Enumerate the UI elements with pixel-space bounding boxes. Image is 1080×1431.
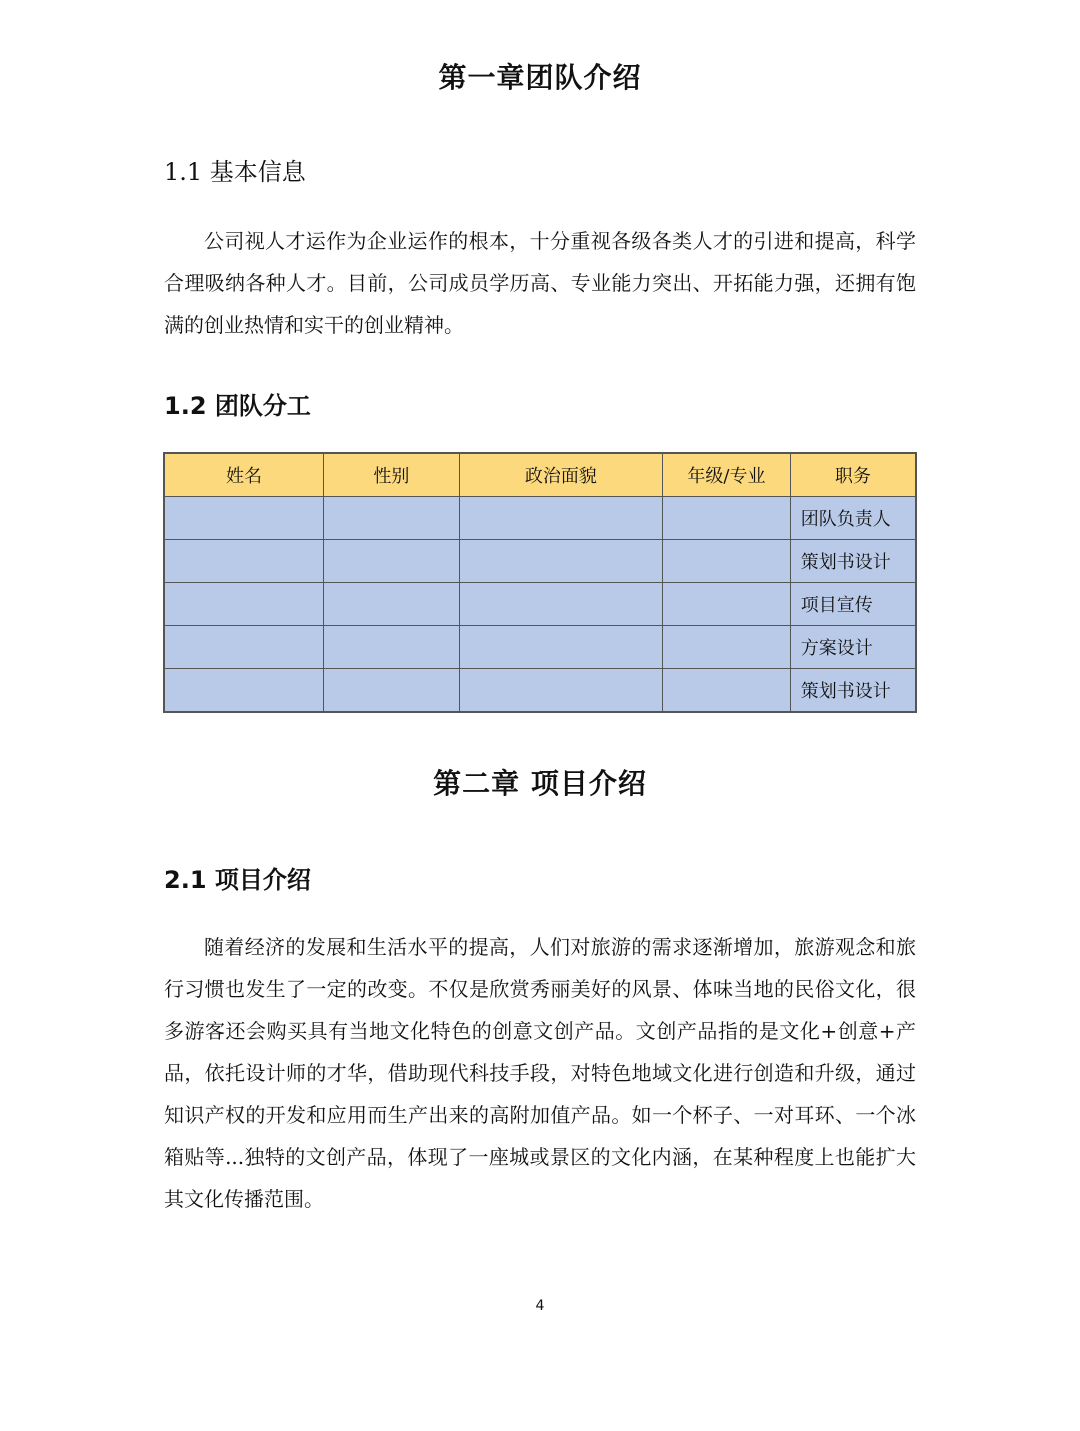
section-1-1-heading: 1.1 基本信息 xyxy=(164,158,306,186)
cell-position: 策划书设计 xyxy=(790,669,916,713)
cell-political-status xyxy=(459,669,662,713)
chapter-1-title: 第一章团队介绍 xyxy=(438,61,642,94)
page-number: 4 xyxy=(535,1298,545,1314)
table-row xyxy=(164,626,916,669)
cell-political-status xyxy=(459,583,662,626)
cell-gender xyxy=(324,626,460,669)
cell-grade-major xyxy=(663,669,791,713)
cell-name xyxy=(164,583,324,626)
cell-grade-major xyxy=(663,540,791,583)
team-division-table xyxy=(163,452,917,713)
cell-name xyxy=(164,669,324,713)
cell-political-status xyxy=(459,540,662,583)
header-name: 姓名 xyxy=(164,453,324,497)
table-row xyxy=(164,497,916,540)
chapter-2-title: 第二章 项目介绍 xyxy=(433,767,647,800)
cell-gender xyxy=(324,497,460,540)
cell-name xyxy=(164,540,324,583)
section-2-1-heading: 2.1 项目介绍 xyxy=(164,866,311,894)
cell-gender xyxy=(324,540,460,583)
table-row xyxy=(164,669,916,713)
cell-position: 方案设计 xyxy=(790,626,916,669)
cell-position: 团队负责人 xyxy=(790,497,916,540)
cell-name xyxy=(164,497,324,540)
cell-gender xyxy=(324,669,460,713)
table-header-row xyxy=(164,453,916,497)
section-2-1-paragraph: 随着经济的发展和生活水平的提高，人们对旅游的需求逐渐增加，旅游观念和旅行习惯也发生了一定的改变。不仅是欣赏秀丽美好的风景、体味当地的民俗文化，很多游客还会购买具有当地文化特色的创意文创产品。文创产品指的是文化+创意+产品，依托设计师的才华，借助现代科技手段，对特色地域文化进行创造和升级，通过知识产权的开发和应用而生产出来的高附加值产品。如一个杯子、一对耳环、一个冰箱贴等...独特的文创产品，体现了一座城或景区的文化内涵，在某种程度上也能扩大其文化传播范围。 xyxy=(164,935,916,1211)
cell-name xyxy=(164,626,324,669)
cell-position: 策划书设计 xyxy=(790,540,916,583)
table-row xyxy=(164,583,916,626)
header-grade-major: 年级/专业 xyxy=(663,453,791,497)
cell-grade-major xyxy=(663,497,791,540)
cell-political-status xyxy=(459,497,662,540)
cell-grade-major xyxy=(663,583,791,626)
table-row xyxy=(164,540,916,583)
cell-gender xyxy=(324,583,460,626)
header-political-status: 政治面貌 xyxy=(459,453,662,497)
cell-position: 项目宣传 xyxy=(790,583,916,626)
section-1-2-heading: 1.2 团队分工 xyxy=(164,392,311,420)
section-1-1-paragraph: 公司视人才运作为企业运作的根本，十分重视各级各类人才的引进和提高，科学合理吸纳各种人才。目前，公司成员学历高、专业能力突出、开拓能力强，还拥有饱满的创业热情和实干的创业精神。 xyxy=(164,229,916,337)
header-position: 职务 xyxy=(790,453,916,497)
cell-political-status xyxy=(459,626,662,669)
cell-grade-major xyxy=(663,626,791,669)
header-gender: 性别 xyxy=(324,453,460,497)
